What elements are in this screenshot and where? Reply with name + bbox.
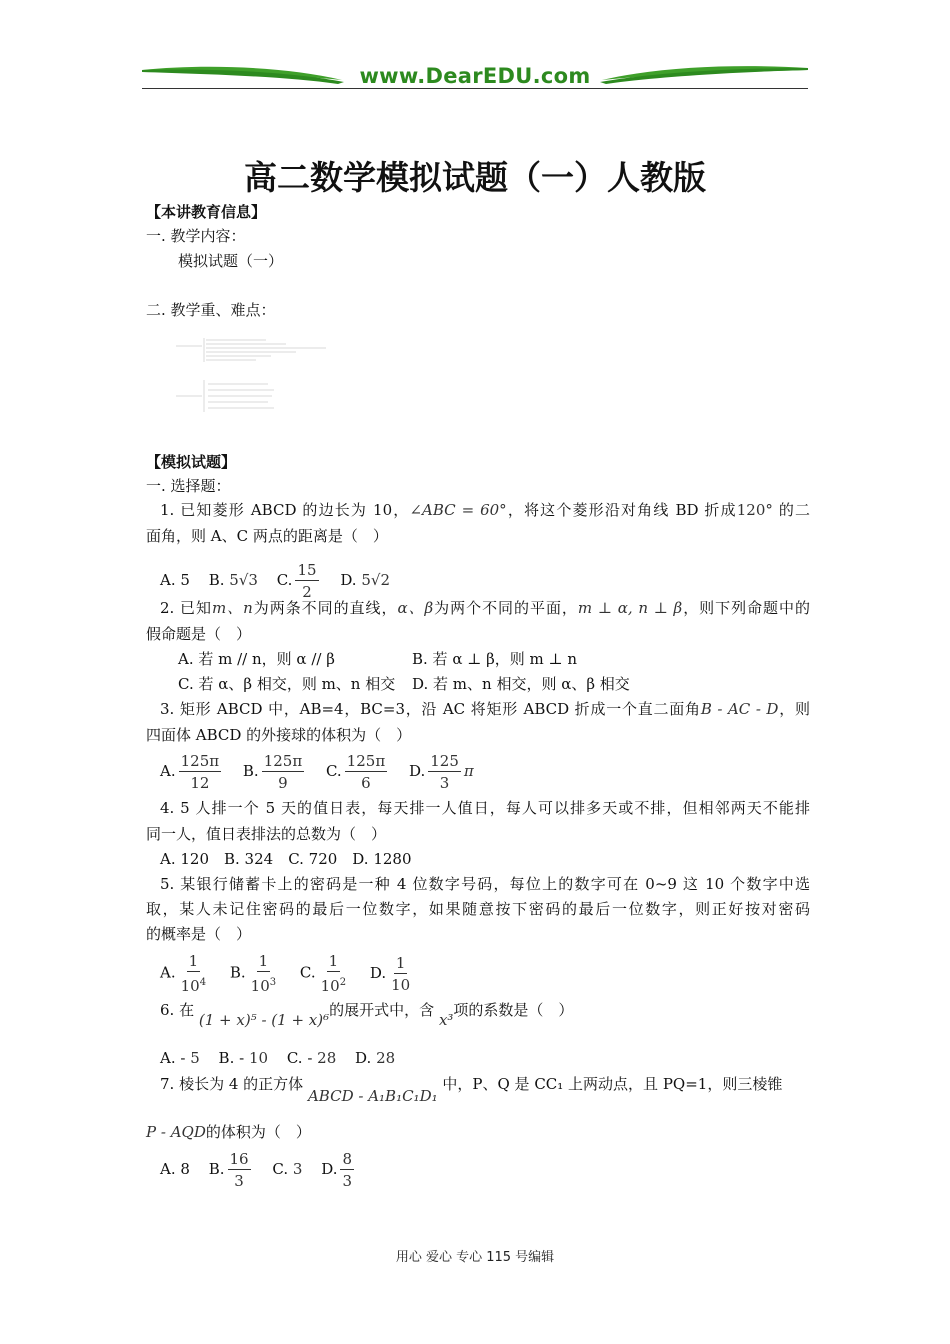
question-2-line-1 [146,598,810,618]
q6-option-c-value: 28 [317,1049,337,1067]
q6-text-c: 项的系数是（ ） [453,1001,574,1019]
q3-b-denominator: 9 [278,774,288,792]
q3-b-numerator: 125π [263,752,303,770]
q7-option-c-value: 3 [292,1160,303,1178]
q5-a-base: 10 [180,977,200,995]
q5-a-exponent: 4 [199,977,207,988]
q7-option-b-fraction [228,1150,251,1190]
q6-option-a-label: A. - [160,1049,186,1067]
q5-d-denominator: 10 [391,975,411,994]
q3-d-denominator: 3 [439,774,450,792]
q3-text-b: ，则 [778,700,810,718]
q3-c-numerator: 125π [346,752,386,770]
faint-embedded-image [176,334,336,414]
q5-b-numerator: 1 [258,952,269,970]
q6-option-c-label: C. - [286,1049,313,1067]
q5-b-denominator [249,972,278,995]
q6-term: x³ [438,1011,454,1029]
q6-text-b: 的展开式中，含 [329,1001,435,1019]
q7-text-b: 中，P、Q 是 CC₁ 上两动点，且 PQ=1，则三棱锥 [442,1075,783,1093]
q1-option-d [340,570,390,590]
q5-option-d-label: D. [369,963,387,982]
q7-option-b [209,1150,254,1190]
q7-d-numerator: 8 [342,1150,353,1168]
q4-text: 4. 5 人排一个 5 天的值日表，每天排一人值日，每人可以排多天或不排，但相邻两天不能排 [160,799,810,817]
q3-option-a [160,752,224,792]
q7-d-denominator: 3 [342,1172,353,1190]
page-title: 高二数学模拟试题（一）人教版 [244,158,706,197]
info-heading: 【本讲教育信息】 [146,203,267,221]
q7-b-numerator: 16 [229,1150,249,1168]
q7-pyramid: P - AQD [146,1123,206,1141]
q5-c-base: 10 [320,977,340,995]
question-1-line-1 [146,500,810,520]
q3-option-b-label: B. [242,762,259,780]
q1-text-a: 1. 已知菱形 ABCD 的边长为 10， [160,501,410,519]
q3-dihedral: B - AC - D [700,700,779,718]
q7-option-d [321,1150,357,1190]
q5-option-b-label: B. [229,963,246,982]
q6-option-b-value: 10 [248,1049,269,1067]
q5-option-a [160,952,211,995]
q1-option-b-label: B. [208,571,225,589]
question-3-line-1 [146,699,810,719]
q1-degree: 120° [736,501,773,519]
content-label: 一. 教学内容： [146,227,246,245]
q5-option-a-label: A. [160,963,176,982]
q6-option-a [160,1048,200,1068]
q5-text-1: 5. 某银行储蓄卡上的密码是一种 4 位数字号码，每位上的数字可在 0~9 这 10 个数字中选 [160,875,810,893]
q5-option-d [370,954,415,994]
q3-option-d-label: D. [408,762,426,780]
q5-d-numerator: 1 [395,953,406,972]
question-5-line-2 [146,899,810,919]
q6-option-c [287,1048,336,1068]
q5-b-base: 10 [250,977,270,995]
q2-text-b: 为两条不同的直线， [252,599,398,617]
q7-option-c [272,1159,302,1179]
q3-option-c-fraction [345,752,388,792]
q6-option-a-value: 5 [190,1049,200,1067]
question-7-line-2 [146,1122,311,1142]
question-5-options [160,952,429,995]
q1-c-denominator: 2 [302,583,312,601]
q5-text-2: 取，某人未记住密码的最后一位数字，如果随意按下密码的最后一位数字，则正好按对密码 [146,900,810,918]
q5-c-denominator [319,972,348,995]
q5-option-c-label: C. [299,963,316,982]
q5-option-c [300,952,351,995]
section-choice: 一. 选择题： [146,477,231,495]
q3-option-a-label: A. [160,762,176,780]
q6-option-b [219,1048,269,1068]
question-4-line-1 [146,798,810,818]
q5-option-c-fraction [319,952,348,995]
q6-option-b-label: B. - [218,1049,245,1067]
header-rule [142,88,808,89]
question-3-line-2: 四面体 ABCD 的外接球的体积为（ ） [146,726,412,744]
q1-option-b-value: 5√3 [229,571,258,589]
content-value: 模拟试题（一） [178,252,284,270]
q3-option-d [409,752,474,792]
q2-option-c: C. 若 α、β 相交，则 m、n 相交 [178,675,396,693]
site-url: www.DearEDU.com [359,64,591,88]
key-points-label: 二. 教学重、难点： [146,301,276,319]
q7-option-c-label: C. [272,1160,289,1178]
question-1-options [160,561,404,601]
q3-option-d-fraction [428,752,461,792]
q5-c-numerator: 1 [328,952,339,970]
q2-option-a: A. 若 m // n，则 α // β [178,650,335,668]
question-5-line-1 [146,874,810,894]
q7-option-b-label: B. [208,1160,225,1178]
q7-cube: ABCD - A₁B₁C₁D₁ [307,1087,438,1105]
q3-option-c [326,752,390,792]
q5-option-b-fraction [249,952,278,995]
q3-option-b [243,752,307,792]
q5-a-denominator [179,972,208,995]
q2-option-d: D. 若 m、n 相交，则 α、β 相交 [412,675,630,693]
q3-option-b-fraction [262,752,305,792]
q5-b-exponent: 3 [269,977,277,988]
question-6-line-1 [146,1000,574,1029]
q5-option-b [230,952,281,995]
q2-text-d: ，则下列命题中的 [682,599,810,617]
q5-c-exponent: 2 [339,977,347,988]
q1-option-b [209,570,258,590]
question-1-line-2: 面角，则 A、C 两点的距离是（ ） [146,527,388,545]
question-6-options [160,1048,409,1068]
q6-option-d [355,1048,395,1068]
question-4-options: A. 120 B. 324 C. 720 D. 1280 [160,850,412,868]
q7-text-c: 的体积为（ ） [205,1123,311,1141]
q1-c-numerator: 15 [297,561,317,579]
q7-b-denominator: 3 [234,1172,244,1190]
exam-heading: 【模拟试题】 [146,453,237,471]
q3-text-a: 3. 矩形 ABCD 中，AB=4，BC=3，沿 AC 将矩形 ABCD 折成一个直二面角 [160,700,701,718]
q2-text-c: 为两个不同的平面， [433,599,578,617]
q3-a-numerator: 125π [180,752,220,770]
q7-option-d-fraction [340,1150,354,1190]
q5-option-a-fraction [179,952,208,995]
q1-text-b: ，将这个菱形沿对角线 BD 折成 [506,501,737,519]
q7-option-d-label: D. [321,1160,338,1178]
q2-text-a: 2. 已知 [160,599,212,617]
question-7-options [160,1150,371,1190]
page-footer: 用心 爱心 专心 115 号编辑 [395,1250,555,1265]
q2-lines: m、n [211,599,253,617]
q1-option-c-label: C. [276,571,293,589]
q2-option-b: B. 若 α ⊥ β，则 m ⊥ n [412,650,578,668]
q1-option-d-label: D. [340,571,357,589]
q3-c-denominator: 6 [361,774,371,792]
q1-text-c: 的二 [772,501,811,519]
q3-option-a-fraction [179,752,222,792]
q6-option-d-value: 28 [376,1049,396,1067]
question-2-line-2: 假命题是（ ） [146,625,252,643]
question-4-line-2: 同一人，值日表排法的总数为（ ） [146,825,387,843]
q3-d-pi: π [463,762,474,780]
q3-a-denominator: 12 [190,774,210,792]
question-5-line-3: 的概率是（ ） [146,925,252,943]
q3-option-c-label: C. [325,762,342,780]
q1-option-c [277,561,322,601]
q5-a-numerator: 1 [188,952,199,970]
q1-option-d-value: 5√2 [361,571,391,589]
q1-option-c-fraction [295,561,318,601]
question-3-options [160,752,488,792]
q2-condition: m ⊥ α, n ⊥ β [577,599,683,617]
question-7-line-1 [146,1074,783,1105]
q1-angle: ∠ABC = 60° [409,501,507,519]
q1-option-a: A. 5 [160,571,190,589]
q2-planes: α、β [397,599,434,617]
q7-text-a: 7. 棱长为 4 的正方体 [160,1075,304,1093]
q6-option-d-label: D. [355,1049,372,1067]
q5-option-d-fraction [389,954,412,994]
q6-expression: (1 + x)⁵ - (1 + x)⁶ [198,1011,330,1029]
q6-text-a: 6. 在 [160,1001,195,1019]
q3-d-numerator: 125 [430,752,459,770]
q7-option-a: A. 8 [160,1160,190,1178]
